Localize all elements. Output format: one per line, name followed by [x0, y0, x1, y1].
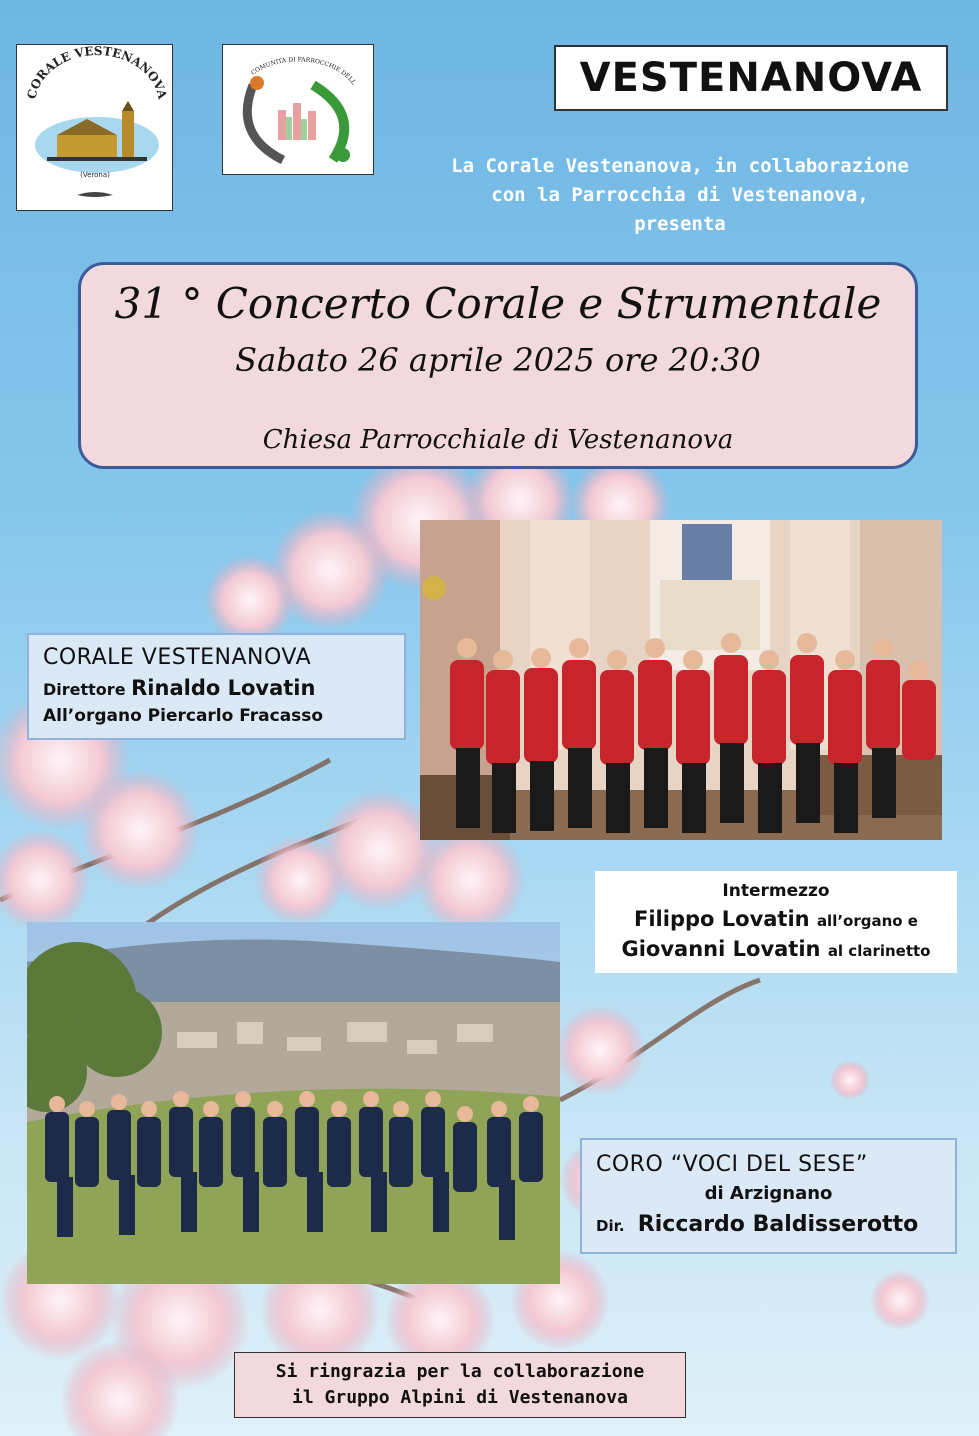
intermezzo-title: Intermezzo — [722, 881, 830, 901]
coro-director-name: Riccardo Baldisserotto — [637, 1212, 919, 1237]
concert-place: Chiesa Parrocchiale di Vestenanova — [262, 425, 734, 455]
concert-title: 31 ° Concerto Corale e Strumentale — [114, 279, 882, 328]
intro-line-3: presenta — [634, 213, 726, 235]
performer-1-role: all’organo e — [816, 912, 918, 930]
concert-date: Sabato 26 aprile 2025 ore 20:30 — [235, 341, 761, 379]
intro-text — [430, 152, 930, 239]
concert-info-panel — [78, 262, 918, 469]
thanks-line-1: Si ringrazia per la collaborazione — [275, 1361, 645, 1382]
town-title: VESTENANOVA — [579, 55, 923, 101]
director-name: Rinaldo Lovatin — [131, 676, 316, 700]
corale-info-box — [27, 633, 406, 740]
intermezzo-performer-2 — [595, 937, 957, 961]
svg-text:(Verona): (Verona) — [80, 171, 110, 179]
choir-church-photo — [420, 520, 942, 840]
coro-info-box — [580, 1138, 957, 1254]
coro-origin: di Arzignano — [704, 1183, 833, 1204]
coro-hillside-photo — [27, 922, 560, 1284]
intro-line-1: La Corale Vestenanova, in collaborazione — [451, 155, 909, 177]
intro-line-2: con la Parrocchia di Vestenanova, — [491, 184, 869, 206]
thanks-box — [234, 1352, 686, 1418]
performer-2-name: Giovanni Lovatin — [621, 937, 821, 961]
town-title-box — [554, 45, 948, 111]
church-choir-image — [420, 520, 942, 840]
hillside-choir-image — [27, 922, 560, 1284]
svg-text:CORALE VESTENANOVA: CORALE VESTENANOVA — [24, 45, 170, 101]
coro-dir-label: Dir. — [596, 1217, 625, 1235]
comunita-parrocchie-logo — [222, 44, 374, 175]
coro-name: CORO “VOCI DEL SESE” — [596, 1152, 868, 1177]
community-logo-icon — [223, 45, 373, 174]
corale-organist: All’organo Piercarlo Fracasso — [43, 706, 324, 726]
performer-1-name: Filippo Lovatin — [634, 907, 810, 931]
church-logo-icon — [17, 45, 172, 210]
coro-director — [596, 1212, 941, 1237]
director-label: Direttore — [43, 680, 126, 699]
performer-2-role: al clarinetto — [827, 942, 931, 960]
thanks-line-2: il Gruppo Alpini di Vestenanova — [292, 1387, 628, 1408]
svg-text:COMUNITÀ DI PARROCCHIE DELLA L: COMUNITÀ DI PARROCCHIE DELL — [249, 56, 357, 87]
corale-director — [43, 676, 390, 700]
intermezzo-performer-1 — [595, 907, 957, 931]
intermezzo-box — [595, 871, 957, 973]
corale-vestenanova-logo — [16, 44, 173, 211]
corale-name: CORALE VESTENANOVA — [43, 645, 312, 670]
